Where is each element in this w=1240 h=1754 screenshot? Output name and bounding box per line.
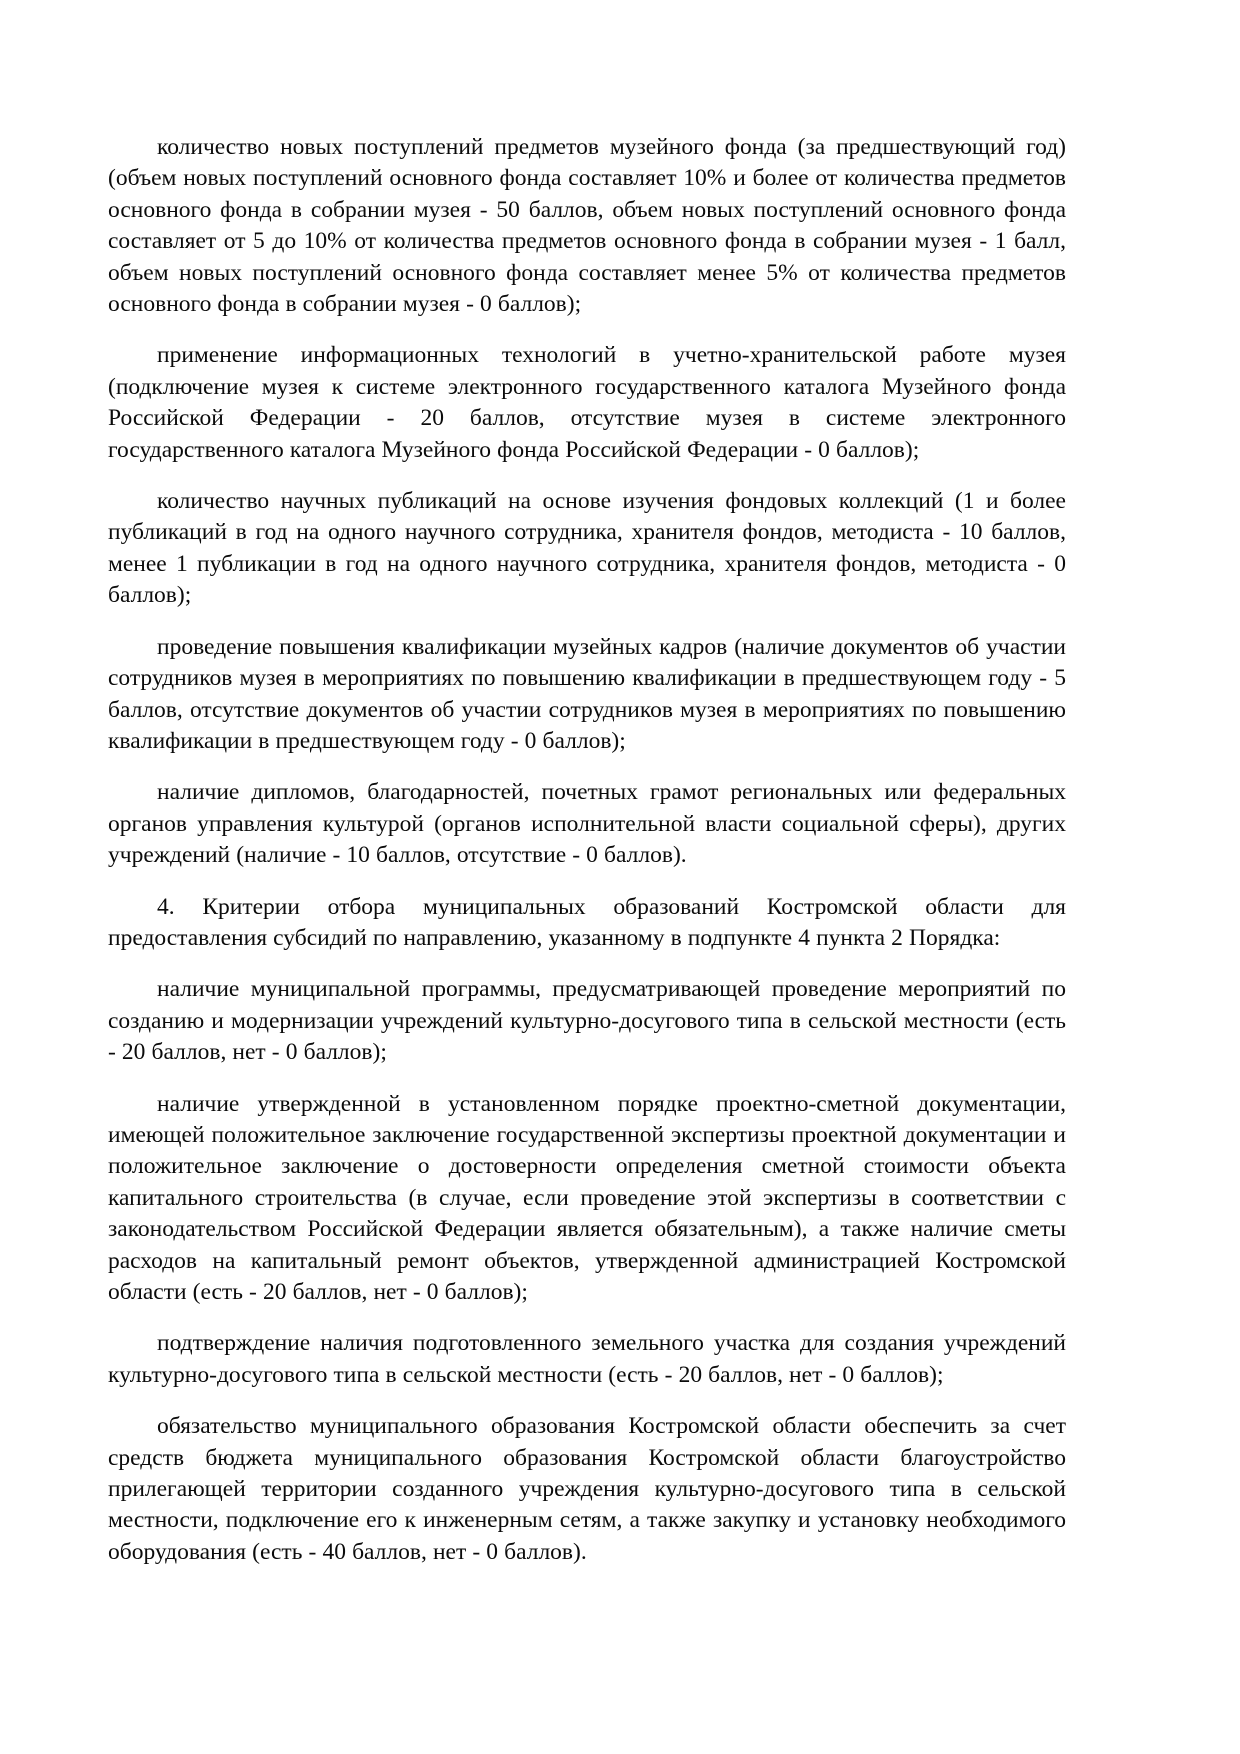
paragraph-new-acquisitions: количество новых поступлений предметов музейного фонда (за предшествующий год) (объем новых поступлений основного фонда составляет 10% и более от количества предметов основного фонда в собрании музея - 50 баллов, объем новых поступлений основного фонда составляет от 5 до 10% от количества предметов основного фонда в собрании музея - 1 балл, объем новых поступлений основного фонда составляет менее 5% от количества предметов основного фонда в собрании музея - 0 баллов); <box>108 134 1066 318</box>
paragraph-land-plot-confirmation: подтверждение наличия подготовленного земельного участка для создания учреждений культурно-досугового типа в сельской местности (есть - 20 баллов, нет - 0 баллов); <box>108 1330 1066 1388</box>
paragraph-diplomas-awards: наличие дипломов, благодарностей, почетных грамот региональных или федеральных органов управления культурой (органов исполнительной власти социальной сферы), других учреждений (наличие - 10 баллов, отсутствие - 0 баллов). <box>108 779 1066 869</box>
paragraph-municipal-program: наличие муниципальной программы, предусматривающей проведение мероприятий по созданию и модернизации учреждений культурно-досугового типа в сельской местности (есть - 20 баллов, нет - 0 баллов); <box>108 976 1066 1066</box>
paragraph-municipal-obligation: обязательство муниципального образования Костромской области обеспечить за счет средств бюджета муниципального образования Костромской области благоустройство прилегающей территории созданного учреждения культурно-досугового типа в сельской местности, подключение его к инженерным сетям, а также закупку и установку необходимого оборудования (есть - 40 баллов, нет - 0 баллов). <box>108 1413 1066 1565</box>
paragraph-staff-qualification: проведение повышения квалификации музейных кадров (наличие документов об участии сотрудников музея в мероприятиях по повышению квалификации в предшествующем году - 5 баллов, отсутствие документов об участии сотрудников музея в мероприятиях по повышению квалификации в предшествующем году - 0 баллов); <box>108 633 1066 754</box>
paragraph-scientific-publications: количество научных публикаций на основе изучения фондовых коллекций (1 и более публикаций в год на одного научного сотрудника, хранителя фондов, методиста - 10 баллов, менее 1 публикации в год на одного научного сотрудника, хранителя фондов, методиста - 0 баллов); <box>108 488 1066 609</box>
paragraph-information-technologies: применение информационных технологий в учетно-хранительской работе музея (подключение музея к системе электронного государственного каталога Музейного фонда Российской Федерации - 20 баллов, отсутствие музея в системе электронного государственного каталога Музейного фонда Российской Федерации - 0 баллов); <box>108 342 1066 463</box>
paragraph-item-4-criteria-heading: 4. Критерии отбора муниципальных образований Костромской области для предоставления субсидий по направлению, указанному в подпункте 4 пункта 2 Порядка: <box>108 893 1066 951</box>
paragraph-design-estimate-documentation: наличие утвержденной в установленном порядке проектно-сметной документации, имеющей положительное заключение государственной экспертизы проектной документации и положительное заключение о достоверности определения сметной стоимости объекта капитального строительства (в случае, если проведение этой экспертизы в соответствии с законодательством Российской Федерации является обязательным), а также наличие сметы расходов на капитальный ремонт объектов, утвержденной администрацией Костромской области (есть - 20 баллов, нет - 0 баллов); <box>108 1090 1066 1305</box>
document-text-body <box>108 132 1066 1568</box>
